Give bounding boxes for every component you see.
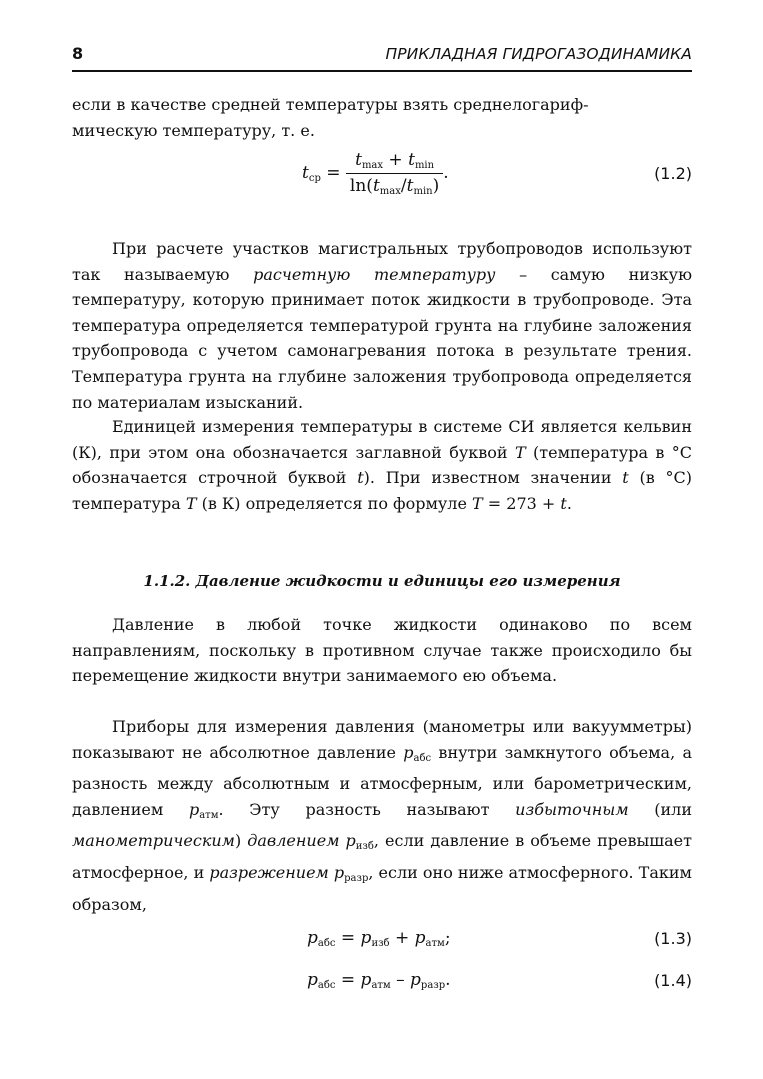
eq4-eq: = <box>335 970 361 990</box>
p2-T3: T <box>472 493 483 513</box>
eq-den-t2: t <box>406 176 414 196</box>
p2-s6: = 273 + <box>482 493 561 513</box>
p2-T1: T <box>514 442 526 462</box>
intro-line-1: если в качестве средней температуры взять среднелогариф- <box>72 95 589 114</box>
paragraph-calc-temperature-body <box>72 236 692 415</box>
eq-num-t2: t <box>408 150 415 170</box>
eq-fraction <box>346 150 443 197</box>
p4-s1: Приборы для измерения давления (манометры или вакуумметры) показывают не абсолютное давление <box>72 717 692 762</box>
p4-p1-sub: абс <box>413 752 432 764</box>
eq-den-sub2: min <box>413 186 433 197</box>
paragraph-pressure-gauges <box>72 714 692 917</box>
eq3-s1: абс <box>317 938 336 949</box>
p4-i2: манометрическим <box>72 831 235 851</box>
page-header <box>72 44 692 72</box>
p4-i1: избыточным <box>515 799 629 819</box>
eq-denominator <box>346 174 443 197</box>
eq4-s2: атм <box>371 980 391 991</box>
equation-number-1-4: (1.4) <box>654 971 692 990</box>
p1-text-2: – самую низкую температуру, которую принимает поток жидкости в трубопроводе. Эта температура определяется температурой грунта на глубине заложения трубопровода с учетом самонагревания потока в результате трения. Температура грунта на глубине заложения трубопровода определяется по материалам изысканий. <box>72 264 693 412</box>
p4-p3: p <box>345 831 356 851</box>
p4-p1: p <box>403 742 414 762</box>
p4-p3-sub: изб <box>355 841 374 853</box>
p4-p2: p <box>188 799 200 819</box>
eq3-eq: = <box>335 928 361 948</box>
eq-equals: = <box>326 163 346 183</box>
eq3-p2: p <box>360 928 372 948</box>
eq4-minus: – <box>390 970 411 990</box>
eq4-s1: абс <box>317 980 336 991</box>
equation-1-2 <box>72 150 692 202</box>
paragraph-calc-temperature <box>72 236 692 415</box>
equation-1-4-body <box>307 970 451 991</box>
eq4-s3: разр <box>420 980 446 991</box>
paragraph-si-units-body <box>72 414 692 516</box>
eq-lhs-sub: ср <box>308 173 321 184</box>
p2-t1: t <box>357 468 364 488</box>
p2-s5: (в К) определяется по формуле <box>196 493 473 513</box>
eq4-p2: p <box>360 970 372 990</box>
equation-1-3-body <box>307 928 451 949</box>
eq3-trailing: ; <box>444 928 451 948</box>
equation-number-1-3: (1.3) <box>654 929 692 948</box>
p4-s5: ) <box>234 831 248 851</box>
eq3-p3: p <box>414 928 426 948</box>
equation-number-1-2: (1.2) <box>654 164 692 183</box>
p4-s7: , если давление в объеме превышает атмосферное, и <box>72 831 692 882</box>
eq-den-slash: / <box>400 176 407 196</box>
p4-s2: внутри замкнутого объема, а разность между абсолютным и атмосферным, или барометрическим, давлением <box>72 742 692 819</box>
eq3-p1: p <box>307 928 318 948</box>
section-heading: 1.1.2. Давление жидкости и единицы его измерения <box>143 572 621 590</box>
p2-s2: (температура в °С обозначается строчной буквой <box>72 442 693 488</box>
equation-1-3 <box>72 928 692 958</box>
eq-trailing: . <box>443 163 449 183</box>
eq-num-t1: t <box>355 150 362 170</box>
p1-text-1: При расчете участков магистральных трубопроводов используют так называемую <box>72 239 692 284</box>
eq4-p1: p <box>307 970 318 990</box>
p4-p4-sub: разр <box>344 872 369 884</box>
equation-1-4 <box>72 970 692 1000</box>
p4-p4: p <box>333 862 345 882</box>
p4-p2-sub: атм <box>199 809 219 821</box>
paragraph-si-units <box>72 414 692 516</box>
p4-s4: (или <box>628 799 692 819</box>
p2-t2: t <box>622 468 629 488</box>
p4-s9: , если оно ниже атмосферного. Таким образом, <box>72 862 692 914</box>
eq3-s2: изб <box>371 938 390 949</box>
p4-s3: . Эту разность называют <box>218 799 516 819</box>
eq-den-sub1: max <box>379 186 401 197</box>
eq-num-sub2: min <box>414 160 435 171</box>
p2-T2: T <box>185 493 197 513</box>
paragraph-pressure-definition <box>72 612 692 689</box>
eq4-trailing: . <box>445 970 451 990</box>
running-title: ПРИКЛАДНАЯ ГИДРОГАЗОДИНАМИКА <box>385 45 692 63</box>
p2-s1: Единицей измерения температуры в системе СИ является кельвин (К), при этом она обозначается заглавной буквой <box>72 417 692 462</box>
paragraph-pressure-definition-body: Давление в любой точке жидкости одинаково по всем направлениям, поскольку в противном случае также происходило бы перемещение жидкости внутри занимаемого ею объема. <box>72 615 692 686</box>
p2-s7: . <box>566 493 572 513</box>
intro-line-2: мическую температуру, т. е. <box>72 120 315 140</box>
eq-num-sub1: max <box>361 160 384 171</box>
p2-t3: t <box>560 493 567 513</box>
page-number: 8 <box>72 44 84 63</box>
eq-num-plus: + <box>383 150 409 170</box>
eq3-plus: + <box>389 928 415 948</box>
eq-den-t1: t <box>372 176 380 196</box>
equation-1-2-body <box>302 150 449 197</box>
eq4-p3: p <box>410 970 421 990</box>
p1-term: расчетную температуру <box>253 264 496 284</box>
eq-den-ln: ln( <box>349 176 373 196</box>
eq-den-close: ) <box>432 176 440 196</box>
p4-i3: давлением <box>247 831 340 851</box>
eq-lhs-var: t <box>302 163 309 183</box>
eq3-s3: атм <box>425 938 445 949</box>
eq-numerator <box>346 150 443 174</box>
intro-paragraph <box>72 92 692 143</box>
p2-s4: (в °С) температура <box>72 468 693 513</box>
p4-i4: разрежением <box>209 862 329 882</box>
p2-s3: ). При известном значении <box>363 468 623 488</box>
paragraph-pressure-gauges-body <box>72 714 692 917</box>
